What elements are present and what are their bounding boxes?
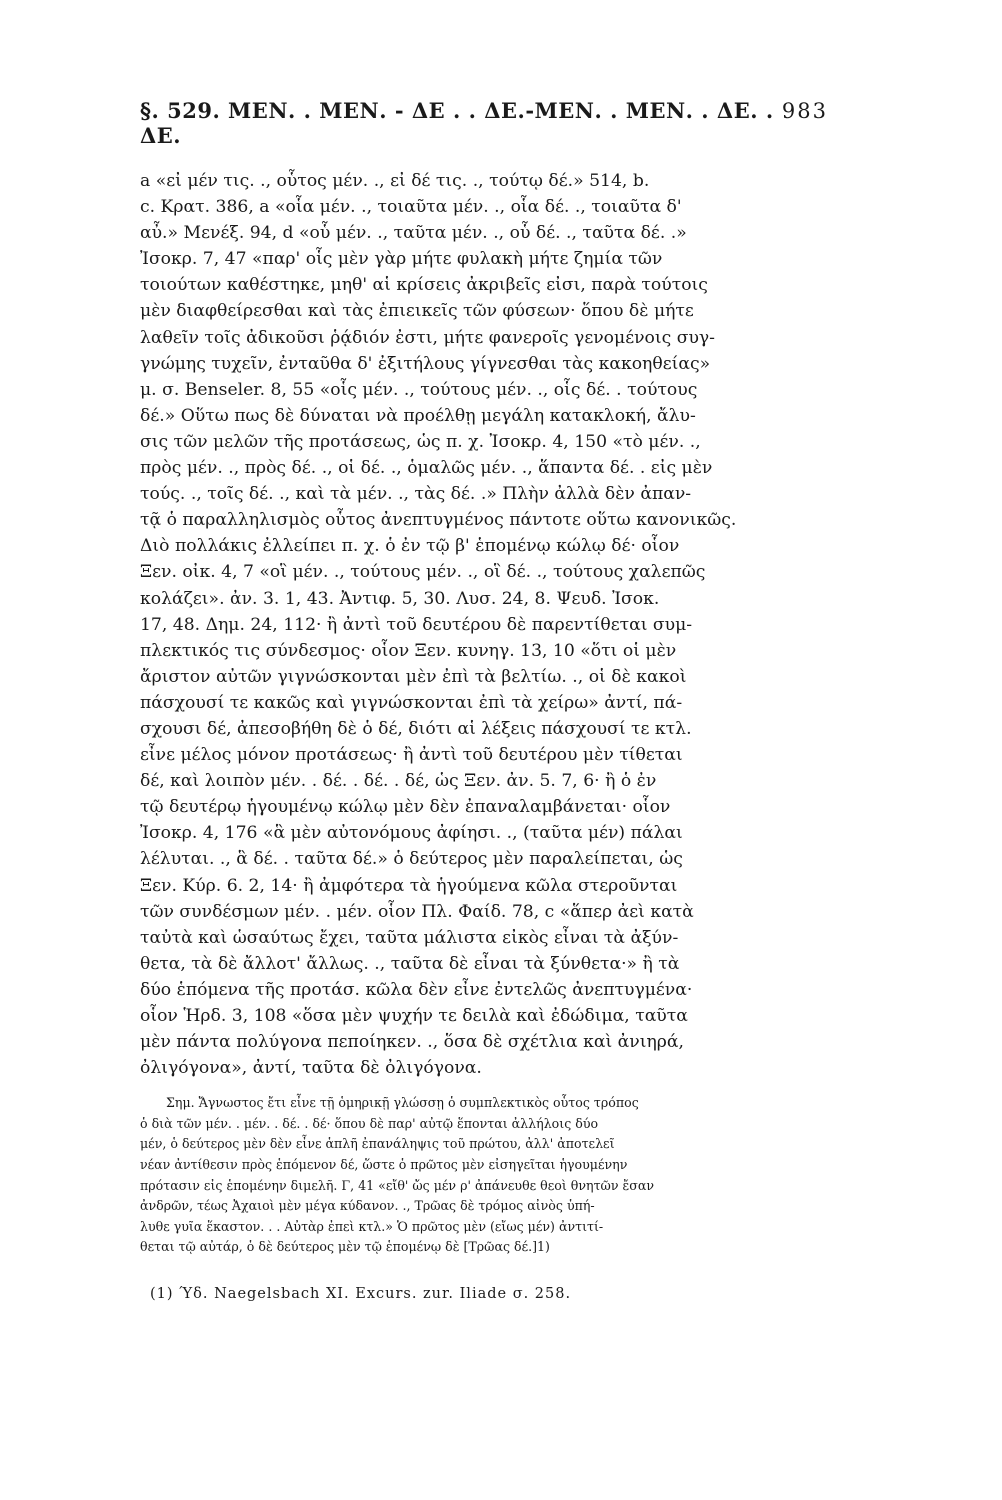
running-header	[140, 98, 828, 148]
note-line: θεται τῷ αὐτάρ, ὁ δὲ δεύτερος μὲν τῷ ἑπομένῳ δὲ [Τρῶας δέ.]1)	[140, 1239, 550, 1255]
text-line: αὖ.» Μενέξ. 94, d «οὗ μέν. ., ταῦτα μέν. ., οὗ δέ. ., ταῦτα δέ. .»	[140, 223, 687, 244]
footnote: (1) Ύδ. Naegelsbach XI. Excurs. zur. Iliade σ. 258.	[150, 1286, 572, 1303]
note-line: ἀνδρῶν, τέως Ἀχαιοὶ μὲν μέγα κύδανον. ., Τρῶας δὲ τρόμος αἰνὸς ὑπή-	[140, 1198, 595, 1214]
text-line: Ξεν. Κύρ. 6. 2, 14· ἢ ἀμφότερα τὰ ἡγούμενα κῶλα στεροῦνται	[140, 875, 678, 896]
text-line: δέ, καὶ λοιπὸν μέν. . δέ. . δέ. . δέ, ὡς Ξεν. ἀν. 5. 7, 6· ἢ ὁ ἐν	[140, 771, 657, 792]
page-number: 983	[781, 99, 828, 123]
text-line: δύο ἑπόμενα τῆς προτάσ. κῶλα δὲν εἶνε ἐντελῶς ἀνεπτυγμένα·	[140, 979, 693, 1000]
text-line: μὲν διαφθείρεσθαι καὶ τὰς ἐπιεικεῖς τῶν φύσεων· ὅπου δὲ μήτε	[140, 301, 694, 322]
note-line: Σημ. Ἄγνωστος ἔτι εἶνε τῇ ὁμηρικῇ γλώσσῃ ὁ συμπλεκτικὸς οὗτος τρόπος	[166, 1095, 639, 1111]
text-line: τούς. ., τοῖς δέ. ., καὶ τὰ μέν. ., τὰς δέ. .» Πλὴν ἀλλὰ δὲν ἀπαν-	[140, 484, 692, 505]
text-line: λέλυται. ., ἃ δέ. . ταῦτα δέ.» ὁ δεύτερος μὲν παραλείπεται, ὡς	[140, 849, 683, 870]
text-line: τοιούτων καθέστηκε, μηθ' αἱ κρίσεις ἀκριβεῖς εἰσι, παρὰ τούτοις	[140, 275, 708, 296]
note-line: πρότασιν εἰς ἑπομένην διμελῆ. Γ, 41 «εἴθ' ὤς μέν ρ' ἀπάνευθε θεοὶ θνητῶν ἔσαν	[140, 1177, 655, 1193]
text-line: Ξεν. οἰκ. 4, 7 «οἳ μέν. ., τούτους μέν. ., οἳ δέ. ., τούτους χαλεπῶς	[140, 562, 706, 583]
text-line: 17, 48. Δημ. 24, 112· ἢ ἀντὶ τοῦ δευτέρου δὲ παρεντίθεται συμ-	[140, 614, 693, 635]
text-line: οἷον Ἡρδ. 3, 108 «ὅσα μὲν ψυχήν τε δειλὰ καὶ ἐδώδιμα, ταῦτα	[140, 1006, 688, 1026]
text-line: c. Κρατ. 386, a «οἷα μέν. ., τοιαῦτα μέν. ., οἷα δέ. ., τοιαῦτα δ'	[140, 197, 682, 218]
text-line: μὲν πάντα πολύγονα πεποίηκεν. ., ὅσα δὲ σχέτλια καὶ ἀνιηρά,	[140, 1032, 684, 1053]
text-line: Ἰσοκρ. 7, 47 «παρ' οἷς μὲν γὰρ μήτε φυλακὴ μήτε ζημία τῶν	[140, 249, 663, 270]
remark-note	[140, 1093, 828, 1258]
note-line: λυθε γυῖα ἕκαστον. . . Αὐτὰρ ἐπεὶ κτλ.» Ὁ πρῶτος μὲν (εἴως μέν) ἀντιτί-	[140, 1218, 604, 1234]
text-line: Ἰσοκρ. 4, 176 «ἃ μὲν αὐτονόμους ἀφίησι. ., (ταῦτα μέν) πάλαι	[140, 823, 683, 844]
text-line: σις τῶν μελῶν τῆς προτάσεως, ὡς π. χ. Ἰσοκρ. 4, 150 «τὸ μέν. .,	[140, 431, 701, 452]
text-line: τᾷ ὁ παραλληλισμὸς οὗτος ἀνεπτυγμένος πάντοτε οὕτω κανονικῶς.	[140, 510, 737, 531]
main-text	[140, 168, 828, 1081]
note-line: ὁ διὰ τῶν μέν. . μέν. . δέ. . δέ· ὅπου δὲ παρ' αὐτῷ ἕπονται ἀλλήλοις δύο	[140, 1115, 599, 1131]
text-line: πάσχουσί τε κακῶς καὶ γιγνώσκονται ἐπὶ τὰ χείρω» ἀντί, πά-	[140, 692, 683, 713]
text-line: πρὸς μέν. ., πρὸς δέ. ., οἱ δέ. ., ὁμαλῶς μέν. ., ἅπαντα δέ. . εἰς μὲν	[140, 458, 713, 479]
text-line: τῶν συνδέσμων μέν. . μέν. οἷον Πλ. Φαίδ. 78, c «ἅπερ ἀεὶ κατὰ	[140, 901, 694, 922]
text-line: ὀλιγόγονα», ἀντί, ταῦτα δὲ ὀλιγόγονα.	[140, 1058, 482, 1079]
note-line: νέαν ἀντίθεσιν πρὸς ἑπόμενον δέ, ὥστε ὁ πρῶτος μὲν εἰσηγεῖται ἡγουμένην	[140, 1157, 628, 1173]
text-line: Διὸ πολλάκις ἐλλείπει π. χ. ὁ ἐν τῷ β' ἑπομένῳ κώλῳ δέ· οἷον	[140, 536, 680, 557]
text-line: γνώμης τυχεῖν, ἐνταῦθα δ' ἐξιτήλους γίγνεσθαι τὰς κακοηθείας»	[140, 353, 711, 374]
text-line: εἶνε μέλος μόνον προτάσεως· ἢ ἀντὶ τοῦ δευτέρου μὲν τίθεται	[140, 745, 683, 766]
note-line: μέν, ὁ δεύτερος μὲν δὲν εἶνε ἁπλῆ ἐπανάληψις τοῦ πρώτου, ἀλλ' ἀποτελεῖ	[140, 1136, 615, 1152]
text-line: τῷ δευτέρῳ ἡγουμένῳ κώλῳ μὲν δὲν ἐπαναλαμβάνεται· οἷον	[140, 797, 671, 818]
header-title: §. 529. ΜΕΝ. . ΜΕΝ. - ΔΕ . . ΔΕ.-ΜΕΝ. . ΜΕΝ. . ΔΕ. . ΔΕ.	[140, 98, 774, 148]
text-line: a «εἰ μέν τις. ., οὗτος μέν. ., εἰ δέ τις. ., τούτῳ δέ.» 514, b.	[140, 171, 650, 191]
text-line: θετα, τὰ δὲ ἄλλοτ' ἄλλως. ., ταῦτα δὲ εἶναι τὰ ξύνθετα·» ἢ τὰ	[140, 953, 680, 974]
text-line: κολάζει». ἀν. 3. 1, 43. Ἀντιφ. 5, 30. Λυσ. 24, 8. Ψευδ. Ἰσοκ.	[140, 588, 660, 609]
text-line: λαθεῖν τοῖς ἀδικοῦσι ῥᾴδιόν ἐστι, μήτε φανεροῖς γενομένοις συγ-	[140, 327, 715, 348]
book-page	[140, 98, 828, 1302]
text-line: πλεκτικός τις σύνδεσμος· οἷον Ξεν. κυνηγ. 13, 10 «ὅτι οἱ μὲν	[140, 640, 677, 661]
text-line: ταὐτὰ καὶ ὡσαύτως ἔχει, ταῦτα μάλιστα εἰκὸς εἶναι τὰ ἀξύν-	[140, 927, 679, 948]
text-line: σχουσι δέ, ἀπεσοβήθη δὲ ὁ δέ, διότι αἱ λέξεις πάσχουσί τε κτλ.	[140, 718, 692, 739]
text-line: δέ.» Οὕτω πως δὲ δύναται νὰ προέλθῃ μεγάλη κατακλοκή, ἄλυ-	[140, 405, 696, 426]
text-line: ἄριστον αὐτῶν γιγνώσκονται μὲν ἐπὶ τὰ βελτίω. ., οἱ δὲ κακοὶ	[140, 666, 687, 687]
text-line: μ. σ. Benseler. 8, 55 «οἷς μέν. ., τούτους μέν. ., οἷς δέ. . τούτους	[140, 379, 698, 400]
